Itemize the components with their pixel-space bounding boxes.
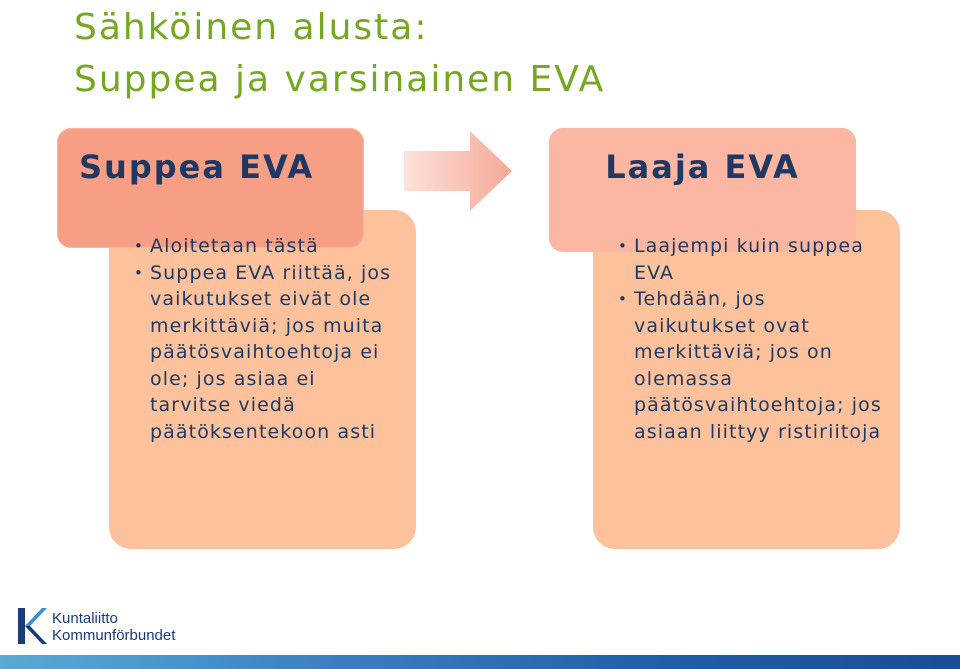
title-line-2: Suppea ja varsinainen EVA (74, 59, 606, 100)
right-bullet-1: • Laajempi kuin suppea EVA (618, 233, 888, 286)
right-card-bullets (618, 233, 888, 445)
footer-bar (0, 655, 960, 669)
right-arrow-icon (404, 131, 512, 211)
slide-title (74, 2, 605, 106)
kuntaliitto-logo (16, 606, 216, 652)
logo-text (52, 610, 175, 644)
right-bullet-2: • Tehdään, jos vaikutukset ovat merkittäviä; jos on olemassa päätösvaihtoehtoja; jos asiaan liittyy ristiriitoja (618, 286, 888, 445)
kuntaliitto-logo-mark-icon (16, 606, 48, 646)
left-bullet-2: • Suppea EVA riittää, jos vaikutukset eivät ole merkittäviä; jos muita päätösvaihtoehtoja ei ole; jos asiaa ei tarvitse viedä päätöksentekoon asti (134, 260, 404, 446)
left-bullet-1: • Aloitetaan tästä (134, 233, 404, 260)
left-card-header (57, 128, 364, 248)
right-card-heading: Laaja EVA (605, 148, 800, 186)
logo-line-2: Kommunförbundet (52, 627, 176, 644)
logo-line-1: Kuntaliitto (52, 610, 118, 627)
title-line-1: Sähköinen alusta: (74, 7, 429, 48)
left-card-heading: Suppea EVA (79, 148, 315, 186)
left-card-bullets (134, 233, 404, 445)
